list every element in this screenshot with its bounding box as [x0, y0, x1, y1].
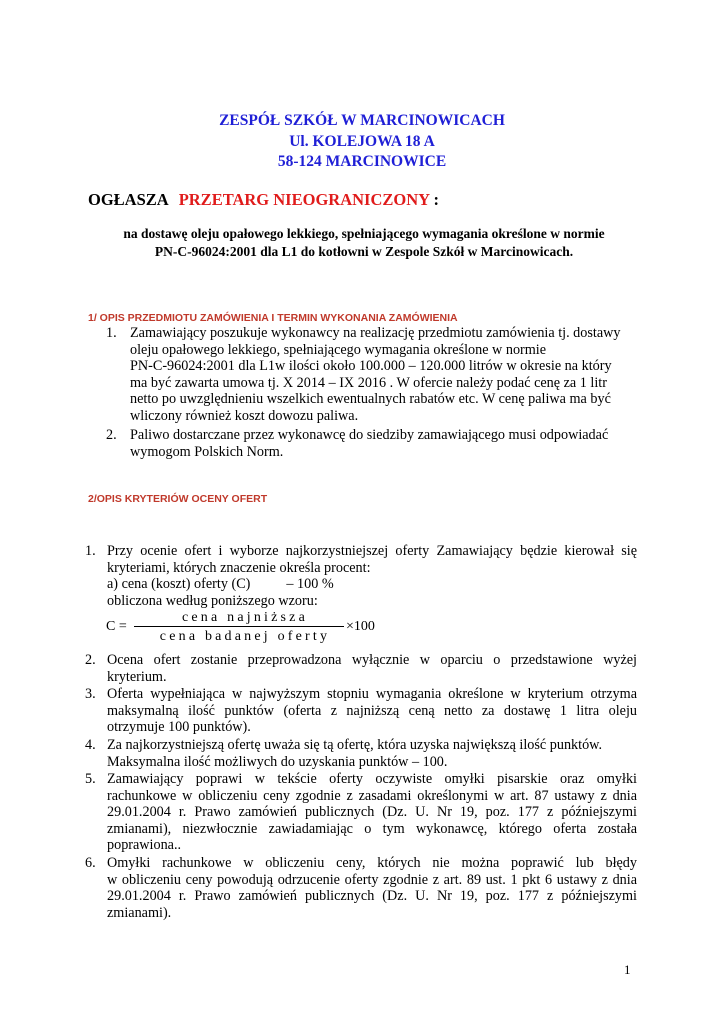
- section-2-item-3: [85, 686, 637, 736]
- announcement-suffix: :: [429, 190, 440, 209]
- text-line: Przy ocenie ofert i wyborze najkorzystniejszej oferty Zamawiający będzie kierował się: [107, 543, 637, 559]
- text-line: Za najkorzystniejszą ofertę uważa się tą ofertę, która uzyska największą ilość punktów.: [107, 737, 603, 753]
- text-line: 29.01.2004 r. Prawo zamówień publicznych (Dz. U. Nr 19, poz. 177 z późniejszymi: [107, 804, 637, 821]
- text-line: netto po uwzględnieniu wszelkich ewentualnych rabatów etc. W cenę paliwa ma być: [130, 391, 611, 408]
- list-number: 2.: [106, 427, 117, 443]
- page-number: 1: [624, 962, 631, 977]
- text-line: maksymalną ilość punktów (oferta z najniższą ceną netto za dostawę 1 litra oleju: [107, 702, 637, 719]
- list-number: 5.: [85, 771, 96, 787]
- section-2-item-5: [85, 771, 637, 854]
- text-line: zmianami).: [107, 904, 172, 921]
- list-number: 6.: [85, 855, 96, 871]
- tender-type: PRZETARG NIEOGRANICZONY: [178, 190, 430, 209]
- text-line: Oferta wypełniająca w najwyższym stopniu wymagania określone w kryterium otrzyma: [107, 686, 637, 702]
- text-line: otrzymuje 100 punktów).: [107, 719, 251, 736]
- section-2-item-1: [85, 543, 637, 609]
- section-1-item-2: [106, 427, 650, 460]
- price-formula: [106, 610, 375, 644]
- text-line: rachunkowe w obliczeniu ceny zgodnie z zasadami określonymi w art. 87 ustawy z dnia: [107, 787, 637, 804]
- formula-numerator: cena najniższa: [181, 610, 309, 625]
- section-2-item-4: [85, 737, 637, 770]
- list-number: 1.: [85, 543, 96, 559]
- text-line: PN-C-96024:2001 dla L1w ilości około 100.000 – 120.000 litrów w okresie na który: [130, 358, 612, 375]
- text-line: wliczony również koszt dowozu paliwa.: [130, 407, 359, 424]
- text-line: zmianami), niezwłocznie zawiadamiając o tym wykonawcę, którego oferta została: [107, 820, 637, 837]
- text-line: 29.01.2004 r. Prawo zamówień publicznych (Dz. U. Nr 19, poz. 177 z późniejszymi: [107, 888, 637, 905]
- school-city: 58-124 MARCINOWICE: [277, 153, 447, 170]
- list-number: 4.: [85, 737, 96, 753]
- section-2-item-2: [85, 652, 637, 685]
- text-line: Zamawiający poszukuje wykonawcy na realizację przedmiotu zamówienia tj. dostawy: [130, 325, 621, 341]
- list-number: 2.: [85, 652, 96, 668]
- criterion-weight: – 100 %: [286, 576, 334, 593]
- section-1-item-1: [106, 325, 650, 425]
- announcement-prefix: OGŁASZA: [88, 190, 169, 209]
- section-1-heading: 1/ OPIS PRZEDMIOTU ZAMÓWIENIA I TERMIN WYKONANIA ZAMÓWIENIA: [88, 312, 458, 324]
- text-line: kryteriami, których znaczenie określa procent:: [107, 559, 371, 576]
- text-line: Omyłki rachunkowe w obliczeniu ceny, których nie można poprawić lub błędy: [107, 855, 637, 871]
- text-line: ma być zawarta umowa tj. X 2014 – IX 2016 . W ofercie należy podać cenę za 1 litr: [130, 374, 607, 391]
- criterion-label: a) cena (koszt) oferty (C): [107, 576, 251, 593]
- text-line: Maksymalna ilość możliwych do uzyskania punktów – 100.: [107, 753, 448, 770]
- section-2-item-6: [85, 855, 637, 921]
- subject-line-1: na dostawę oleju opałowego lekkiego, spełniającego wymagania określone w normie: [123, 226, 605, 241]
- text-line: Ocena ofert zostanie przeprowadzona wyłącznie w oparciu o przedstawione wyżej: [107, 652, 637, 668]
- text-line: obliczona według poniższego wzoru:: [107, 592, 318, 609]
- section-2-heading: 2/OPIS KRYTERIÓW OCENY OFERT: [88, 493, 268, 505]
- fraction-bar: [134, 626, 344, 627]
- school-name: ZESPÓŁ SZKÓŁ W MARCINOWICACH: [219, 112, 505, 129]
- formula-lhs: C =: [106, 619, 127, 634]
- text-line: kryterium.: [107, 668, 167, 685]
- announcement-line: [88, 190, 439, 210]
- text-line: oleju opałowego lekkiego, spełniającego wymagania określone w normie: [130, 341, 547, 358]
- text-line: w obliczeniu ceny powodują odrzucenie oferty zgodnie z art. 89 ust. 1 pkt 6 ustawy z dnia: [107, 871, 637, 888]
- text-line: Zamawiający poprawi w tekście oferty oczywiste omyłki pisarskie oraz omyłki: [107, 771, 637, 787]
- formula-denominator: cena badanej oferty: [159, 629, 331, 644]
- list-number: 1.: [106, 325, 117, 341]
- formula-multiplier: ×100: [346, 619, 375, 634]
- criterion-line: [107, 576, 637, 593]
- text-line: wymogom Polskich Norm.: [130, 443, 284, 460]
- subject-line-2: PN-C-96024:2001 dla L1 do kotłowni w Zespole Szkół w Marcinowicach.: [154, 244, 574, 259]
- text-line: Paliwo dostarczane przez wykonawcę do siedziby zamawiającego musi odpowiadać: [130, 427, 609, 443]
- text-line: poprawiona..: [107, 837, 182, 854]
- list-number: 3.: [85, 686, 96, 702]
- school-street: Ul. KOLEJOWA 18 A: [289, 133, 435, 150]
